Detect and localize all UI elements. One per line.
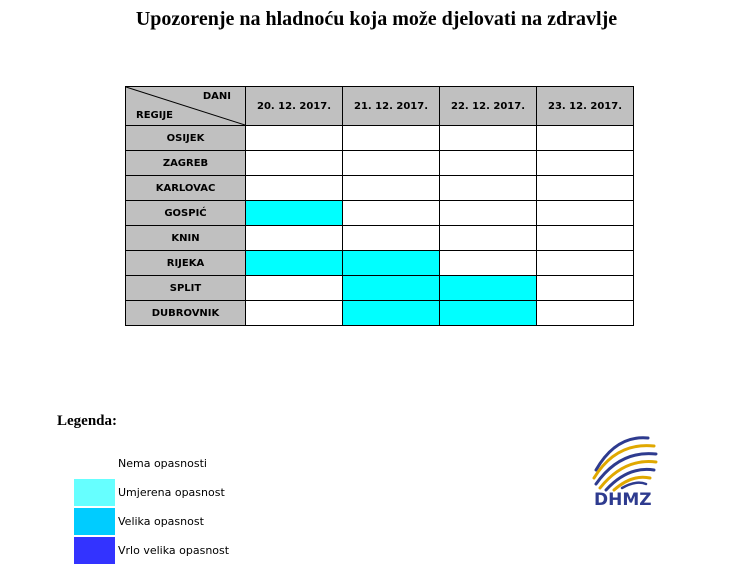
warning-cell	[343, 151, 440, 176]
legend-title: Legenda:	[57, 413, 117, 429]
region-label: SPLIT	[126, 276, 246, 301]
legend-label: Umjerena opasnost	[118, 486, 225, 499]
warning-cell	[246, 276, 343, 301]
date-header: 22. 12. 2017.	[440, 87, 537, 126]
table-row	[126, 176, 634, 201]
warning-cell	[246, 251, 343, 276]
warning-cell	[343, 251, 440, 276]
warning-cell	[440, 251, 537, 276]
table-row	[126, 276, 634, 301]
warning-cell	[440, 226, 537, 251]
table-body	[126, 126, 634, 326]
warning-cell	[537, 251, 634, 276]
region-label: OSIJEK	[126, 126, 246, 151]
warning-cell	[537, 151, 634, 176]
warning-cell	[537, 201, 634, 226]
warning-cell	[343, 226, 440, 251]
table-row	[126, 201, 634, 226]
warning-cell	[343, 301, 440, 326]
warning-cell	[537, 126, 634, 151]
legend	[74, 450, 274, 566]
table-row	[126, 226, 634, 251]
warning-cell	[343, 201, 440, 226]
warning-cell	[537, 176, 634, 201]
corner-days-label: DANI	[202, 91, 231, 102]
legend-label: Velika opasnost	[118, 515, 204, 528]
corner-header	[126, 87, 246, 126]
table-row	[126, 126, 634, 151]
date-header: 20. 12. 2017.	[246, 87, 343, 126]
date-header: 21. 12. 2017.	[343, 87, 440, 126]
legend-item	[74, 479, 274, 508]
warning-cell	[440, 301, 537, 326]
legend-swatch	[74, 508, 115, 535]
logo-text: DHMZ	[594, 490, 652, 510]
date-header: 23. 12. 2017.	[537, 87, 634, 126]
legend-item	[74, 537, 274, 566]
warning-cell	[246, 151, 343, 176]
warning-cell	[246, 176, 343, 201]
page-title: Upozorenje na hladnoću koja može djelovati na zdravlje	[135, 8, 618, 30]
warning-cell	[343, 176, 440, 201]
corner-regions-label: REGIJE	[136, 110, 174, 121]
warning-cell	[537, 226, 634, 251]
legend-label: Vrlo velika opasnost	[118, 544, 230, 557]
warning-cell	[246, 301, 343, 326]
legend-swatch	[74, 479, 115, 506]
warning-cell	[343, 276, 440, 301]
warning-cell	[537, 301, 634, 326]
warning-cell	[246, 126, 343, 151]
warning-cell	[440, 151, 537, 176]
legend-item	[74, 508, 274, 537]
region-label: RIJEKA	[126, 251, 246, 276]
legend-swatch	[74, 537, 115, 564]
table-row	[126, 251, 634, 276]
warning-cell	[343, 126, 440, 151]
region-label: KARLOVAC	[126, 176, 246, 201]
warning-table	[125, 86, 634, 326]
region-label: KNIN	[126, 226, 246, 251]
table-header-row	[126, 87, 634, 126]
region-label: ZAGREB	[126, 151, 246, 176]
table-row	[126, 301, 634, 326]
table-row	[126, 151, 634, 176]
warning-cell	[246, 201, 343, 226]
warning-cell	[537, 276, 634, 301]
region-label: DUBROVNIK	[126, 301, 246, 326]
warning-cell	[246, 226, 343, 251]
region-label: GOSPIĆ	[126, 201, 246, 226]
legend-item	[74, 450, 274, 479]
legend-label: Nema opasnosti	[118, 457, 207, 470]
warning-cell	[440, 201, 537, 226]
warning-cell	[440, 176, 537, 201]
warning-cell	[440, 126, 537, 151]
legend-swatch	[74, 450, 115, 477]
warning-cell	[440, 276, 537, 301]
